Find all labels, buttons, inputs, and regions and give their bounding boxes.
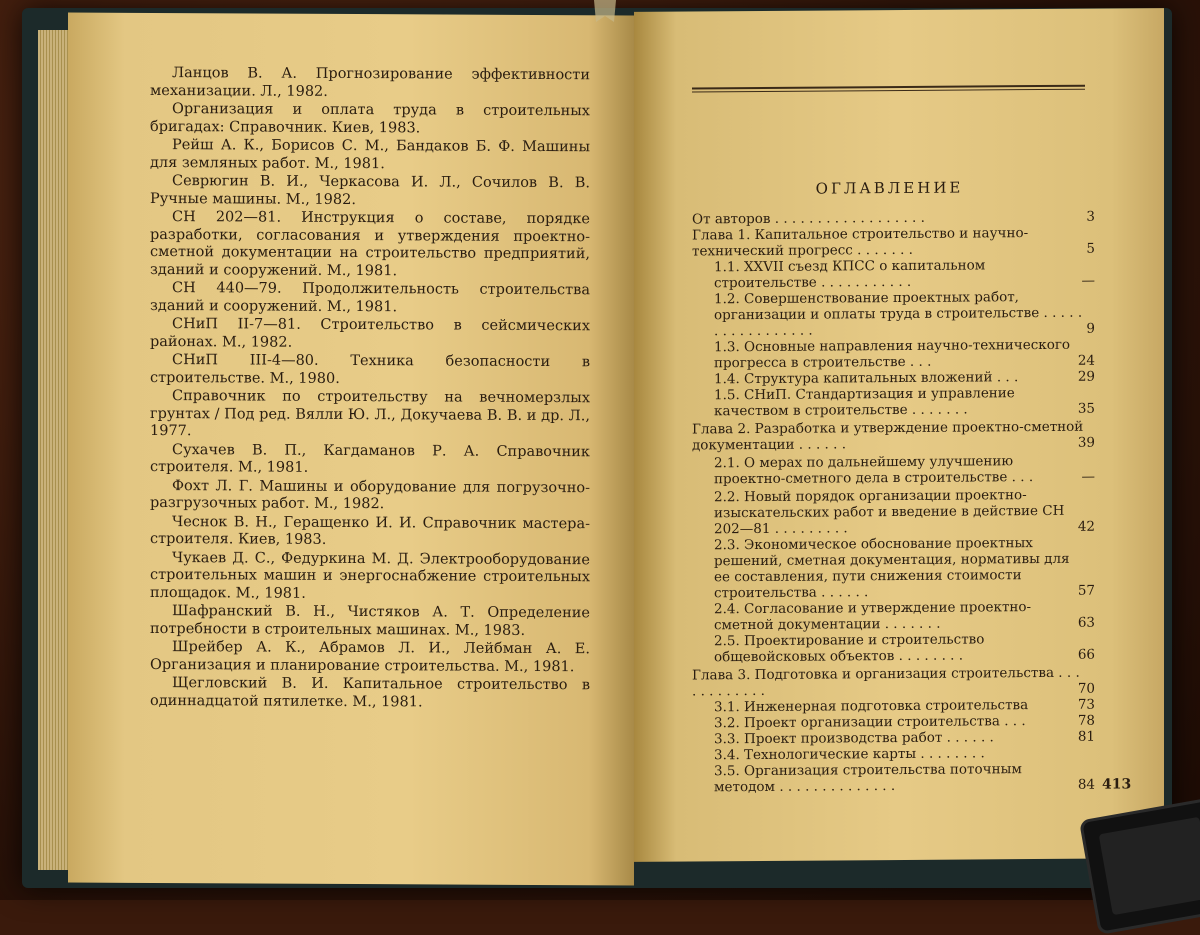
bibliography-entry: Щегловский В. И. Капитальное строительство в одиннадцатой пятилетке. М., 1981.: [150, 675, 590, 710]
toc-row: [692, 761, 1095, 796]
toc-row: [692, 257, 1095, 292]
toc-row-text: 1.5. СНиП. Стандартизация и управление качеством в строительстве . . . . . . .: [714, 385, 1015, 420]
toc-row-text: 3.1. Инженерная подготовка строительства: [714, 697, 1029, 716]
left-page: [68, 13, 634, 886]
bibliography-entry: Ланцов В. А. Прогнозирование эффективности механизации. Л., 1982.: [150, 65, 590, 100]
bibliography-entry: Сухачев В. П., Кагдаманов Р. А. Справочник строителя. М., 1981.: [150, 441, 590, 476]
page-edges: [38, 30, 70, 870]
toc-row-page: 66: [1077, 646, 1095, 663]
toc-row: [692, 664, 1095, 700]
toc-row-page: 24: [1077, 352, 1095, 369]
toc-row-page: 42: [1077, 518, 1095, 535]
toc-row-page: 73: [1077, 696, 1095, 713]
toc-row: [692, 453, 1095, 488]
header-rule-thin: [692, 89, 1085, 93]
toc-row-text: От авторов . . . . . . . . . . . . . . . . . .: [692, 209, 925, 228]
toc-row-text: Глава 1. Капитальное строительство и научно-технический прогресс . . . . . . .: [692, 225, 1029, 260]
toc-row: [692, 418, 1095, 454]
bibliography-entry: Шрейбер А. К., Абрамов Л. И., Лейбман А. Е. Организация и планирование строительства. М., 1981.: [150, 639, 590, 675]
toc-row-text: 2.1. О мерах по дальнейшему улучшению проектно-сметного дела в строительстве . . .: [714, 453, 1034, 488]
toc-row: [692, 225, 1095, 260]
bibliography-entry: СН 202—81. Инструкция о составе, порядке разработки, согласования и утверждения проектно-сметной документации на строительство предприятий, зданий и сооружений. М., 1981.: [150, 209, 590, 279]
bibliography-entry: Чукаев Д. С., Федуркина М. Д. Электрооборудование строительных машин и энергоснабжение строительных площадок. М., 1981.: [150, 549, 590, 602]
toc-row-text: 1.4. Структура капитальных вложений . . .: [714, 369, 1019, 388]
bibliography-entry: СНиП III-4—80. Техника безопасности в строительстве. М., 1980.: [150, 352, 590, 387]
toc-row-text: 3.3. Проект производства работ . . . . . .: [714, 729, 994, 748]
bibliography-entry: Фохт Л. Г. Машины и оборудование для погрузочно-разгрузочных работ. М., 1982.: [150, 477, 590, 513]
bibliography-entry: Чеснок В. Н., Геращенко И. И. Справочник мастера-строителя. Киев, 1983.: [150, 513, 590, 548]
bibliography-list: [150, 65, 590, 713]
page-number: 413: [1102, 776, 1132, 793]
toc-row-page: —: [1081, 468, 1095, 485]
toc-row-text: 2.5. Проектирование и строительство общевойсковых объектов . . . . . . . .: [714, 631, 985, 666]
device-corner: [1079, 797, 1200, 935]
toc-row: [692, 289, 1095, 340]
toc-row-page: 35: [1077, 400, 1095, 417]
toc-row-page: 3: [1086, 208, 1095, 225]
toc-row-page: —: [1081, 272, 1095, 289]
toc-row-text: Глава 3. Подготовка и организация строительства . . . . . . . . . . . .: [692, 664, 1080, 700]
toc-row-text: 1.2. Совершенствование проектных работ, организации и оплаты труда в строительстве . . . . . . . . . . . . . . . . .: [714, 289, 1083, 340]
toc-row: [692, 487, 1095, 538]
bibliography-entry: СН 440—79. Продолжительность строительства зданий и сооружений. М., 1981.: [150, 280, 590, 315]
toc-row-text: 1.1. XXVII съезд КПСС о капитальном строительстве . . . . . . . . . . .: [714, 257, 986, 292]
toc-row-text: 2.4. Согласование и утверждение проектно-сметной документации . . . . . . .: [714, 599, 1032, 634]
bibliography-entry: Справочник по строительству на вечномерзлых грунтах / Под ред. Вялли Ю. Л., Докучаева В. В. и др. Л., 1977.: [150, 388, 590, 440]
toc-row-page: 57: [1077, 582, 1095, 599]
toc-row-text: 3.4. Технологические карты . . . . . . . .: [714, 745, 985, 764]
toc-row-text: 2.2. Новый порядок организации проектно-изыскательских работ и введение в действие СН 202—81 . . . . . . . . .: [714, 487, 1065, 538]
toc-title: ОГЛАВЛЕНИЕ: [815, 178, 964, 198]
toc-row: [692, 535, 1095, 602]
toc-row-text: 1.3. Основные направления научно-технического прогресса в строительстве . . .: [714, 336, 1071, 372]
toc-row-text: 3.2. Проект организации строительства . . .: [714, 713, 1026, 732]
toc-row: [692, 385, 1095, 420]
bookmark-ribbon-icon: [590, 0, 620, 22]
bibliography-entry: Рейш А. К., Борисов С. М., Бандаков Б. Ф. Машины для земляных работ. М., 1981.: [150, 137, 590, 172]
toc-row-text: Глава 2. Разработка и утверждение проектно-сметной документации . . . . . .: [692, 418, 1084, 454]
bibliography-entry: Организация и оплата труда в строительных бригадах: Справочник. Киев, 1983.: [150, 101, 590, 136]
toc-row-page: 78: [1077, 712, 1095, 729]
toc-row: [692, 599, 1095, 634]
toc-row-page: 84: [1077, 776, 1095, 793]
toc-row-page: 81: [1077, 728, 1095, 745]
toc-row-page: 39: [1077, 434, 1095, 451]
toc-row-page: 5: [1086, 240, 1095, 257]
bibliography-entry: Севрюгин В. И., Черкасова И. Л., Сочилов В. В. Ручные машины. М., 1982.: [150, 173, 590, 208]
toc-row: [692, 631, 1095, 666]
toc-row-page: 9: [1086, 320, 1095, 337]
toc-row-text: 3.5. Организация строительства поточным методом . . . . . . . . . . . . . .: [714, 761, 1022, 796]
bibliography-entry: СНиП II-7—81. Строительство в сейсмических районах. М., 1982.: [150, 316, 590, 351]
toc-row-page: 63: [1077, 614, 1095, 631]
device-screen: [1099, 817, 1200, 915]
toc-row: [692, 336, 1095, 372]
right-page: [634, 8, 1164, 862]
toc-row-page: 70: [1077, 680, 1095, 697]
bibliography-entry: Шафранский В. Н., Чистяков А. Т. Определение потребности в строительных машинах. М., 1983.: [150, 603, 590, 639]
toc-row-page: 29: [1077, 368, 1095, 385]
toc-row-text: 2.3. Экономическое обоснование проектных решений, сметная документация, нормативы для ее составления, пути снижения стоимости строительства . . . . . .: [714, 535, 1070, 602]
